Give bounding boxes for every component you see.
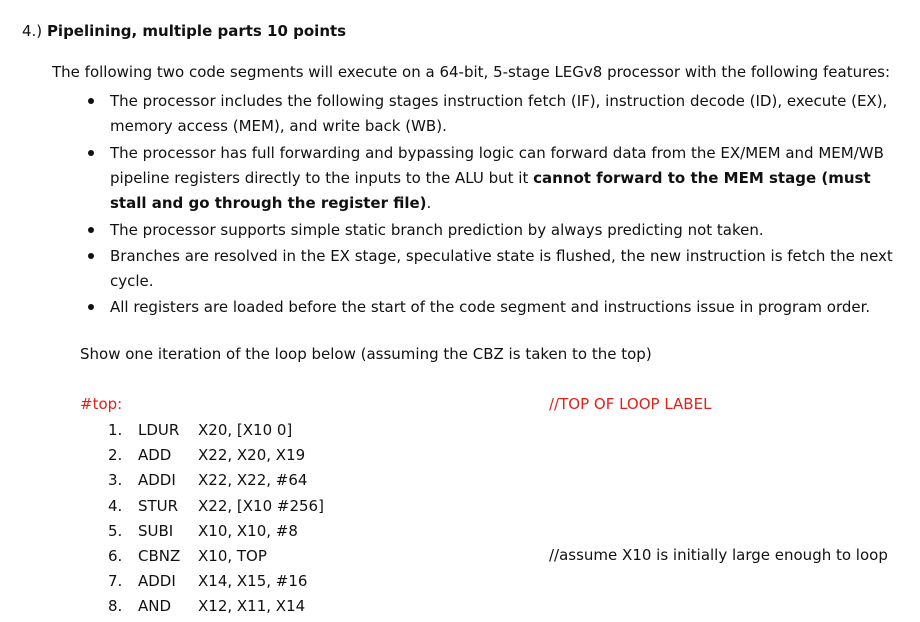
line-number: 1. <box>108 421 123 439</box>
intro-paragraph: The following two code segments will execute on a 64-bit, 5-stage LEGv8 processor with the following features: <box>52 63 891 81</box>
operands: X10, TOP <box>198 546 267 565</box>
line-number: 4. <box>108 496 123 515</box>
opcode: STUR <box>138 496 179 515</box>
code-line <box>108 596 324 621</box>
feature-item <box>60 89 900 139</box>
bullet-dot-icon <box>88 150 94 156</box>
feature-item <box>60 141 900 216</box>
loop-label-comment: //TOP OF LOOP LABEL <box>549 395 712 413</box>
line-number: 7. <box>108 572 123 591</box>
question-title: Pipelining, multiple parts 10 points <box>46 22 347 40</box>
feature-text: All registers are loaded before the start of the code segment and instructions issue in program order. <box>110 298 871 316</box>
feature-text-bold: cannot forward to the MEM stage (must stall and go through the register file) <box>110 169 871 212</box>
feature-item <box>60 218 900 243</box>
opcode: SUBI <box>138 521 174 540</box>
code-line <box>108 470 324 495</box>
operands: X14, X15, #16 <box>198 572 308 591</box>
operands: X22, X20, X19 <box>198 446 306 465</box>
question-number: 4.) <box>22 22 47 40</box>
opcode: ADDI <box>138 572 176 591</box>
code-line <box>108 496 324 521</box>
line-number: 8. <box>108 597 123 616</box>
opcode: LDUR <box>138 421 180 439</box>
operands: X12, X11, X14 <box>198 597 306 616</box>
line-number: 3. <box>108 471 123 490</box>
code-line <box>108 521 324 546</box>
bullet-dot-icon <box>88 304 94 310</box>
instruction-text: Show one iteration of the loop below (assuming the CBZ is taken to the top) <box>80 345 652 363</box>
loop-assume-comment: //assume X10 is initially large enough to loop <box>549 546 888 564</box>
line-number: 2. <box>108 446 123 465</box>
code-line <box>108 546 324 571</box>
feature-text-end: . <box>426 194 432 212</box>
loop-label: #top: <box>80 395 123 413</box>
opcode: ADDI <box>138 471 176 490</box>
line-number: 6. <box>108 546 123 565</box>
feature-item <box>60 244 900 294</box>
opcode: ADD <box>138 446 172 465</box>
feature-text: The processor includes the following stages instruction fetch (IF), instruction decode (ID), execute (EX), memory access (MEM), and write back (WB). <box>110 92 888 135</box>
feature-text: Branches are resolved in the EX stage, speculative state is flushed, the new instruction is fetch the next cycle. <box>110 247 893 290</box>
code-line <box>108 420 324 445</box>
feature-item <box>60 295 900 320</box>
code-listing <box>108 420 324 622</box>
operands: X20, [X10 0] <box>198 421 293 439</box>
code-line <box>108 445 324 470</box>
operands: X22, X22, #64 <box>198 471 308 490</box>
bullet-dot-icon <box>88 253 94 259</box>
operands: X10, X10, #8 <box>198 521 298 540</box>
line-number: 5. <box>108 521 123 540</box>
operands: X22, [X10 #256] <box>198 496 324 515</box>
feature-text: The processor has full forwarding and bypassing logic can forward data from the EX/MEM and MEM/WB pipeline registers directly to the inputs to the ALU but it <box>110 144 884 187</box>
bullet-dot-icon <box>88 98 94 104</box>
question-heading <box>22 22 346 40</box>
code-line <box>108 571 324 596</box>
feature-text: The processor supports simple static branch prediction by always predicting not taken. <box>110 221 764 239</box>
opcode: AND <box>138 597 172 616</box>
bullet-dot-icon <box>88 227 94 233</box>
feature-list <box>60 89 900 320</box>
opcode: CBNZ <box>138 546 181 565</box>
